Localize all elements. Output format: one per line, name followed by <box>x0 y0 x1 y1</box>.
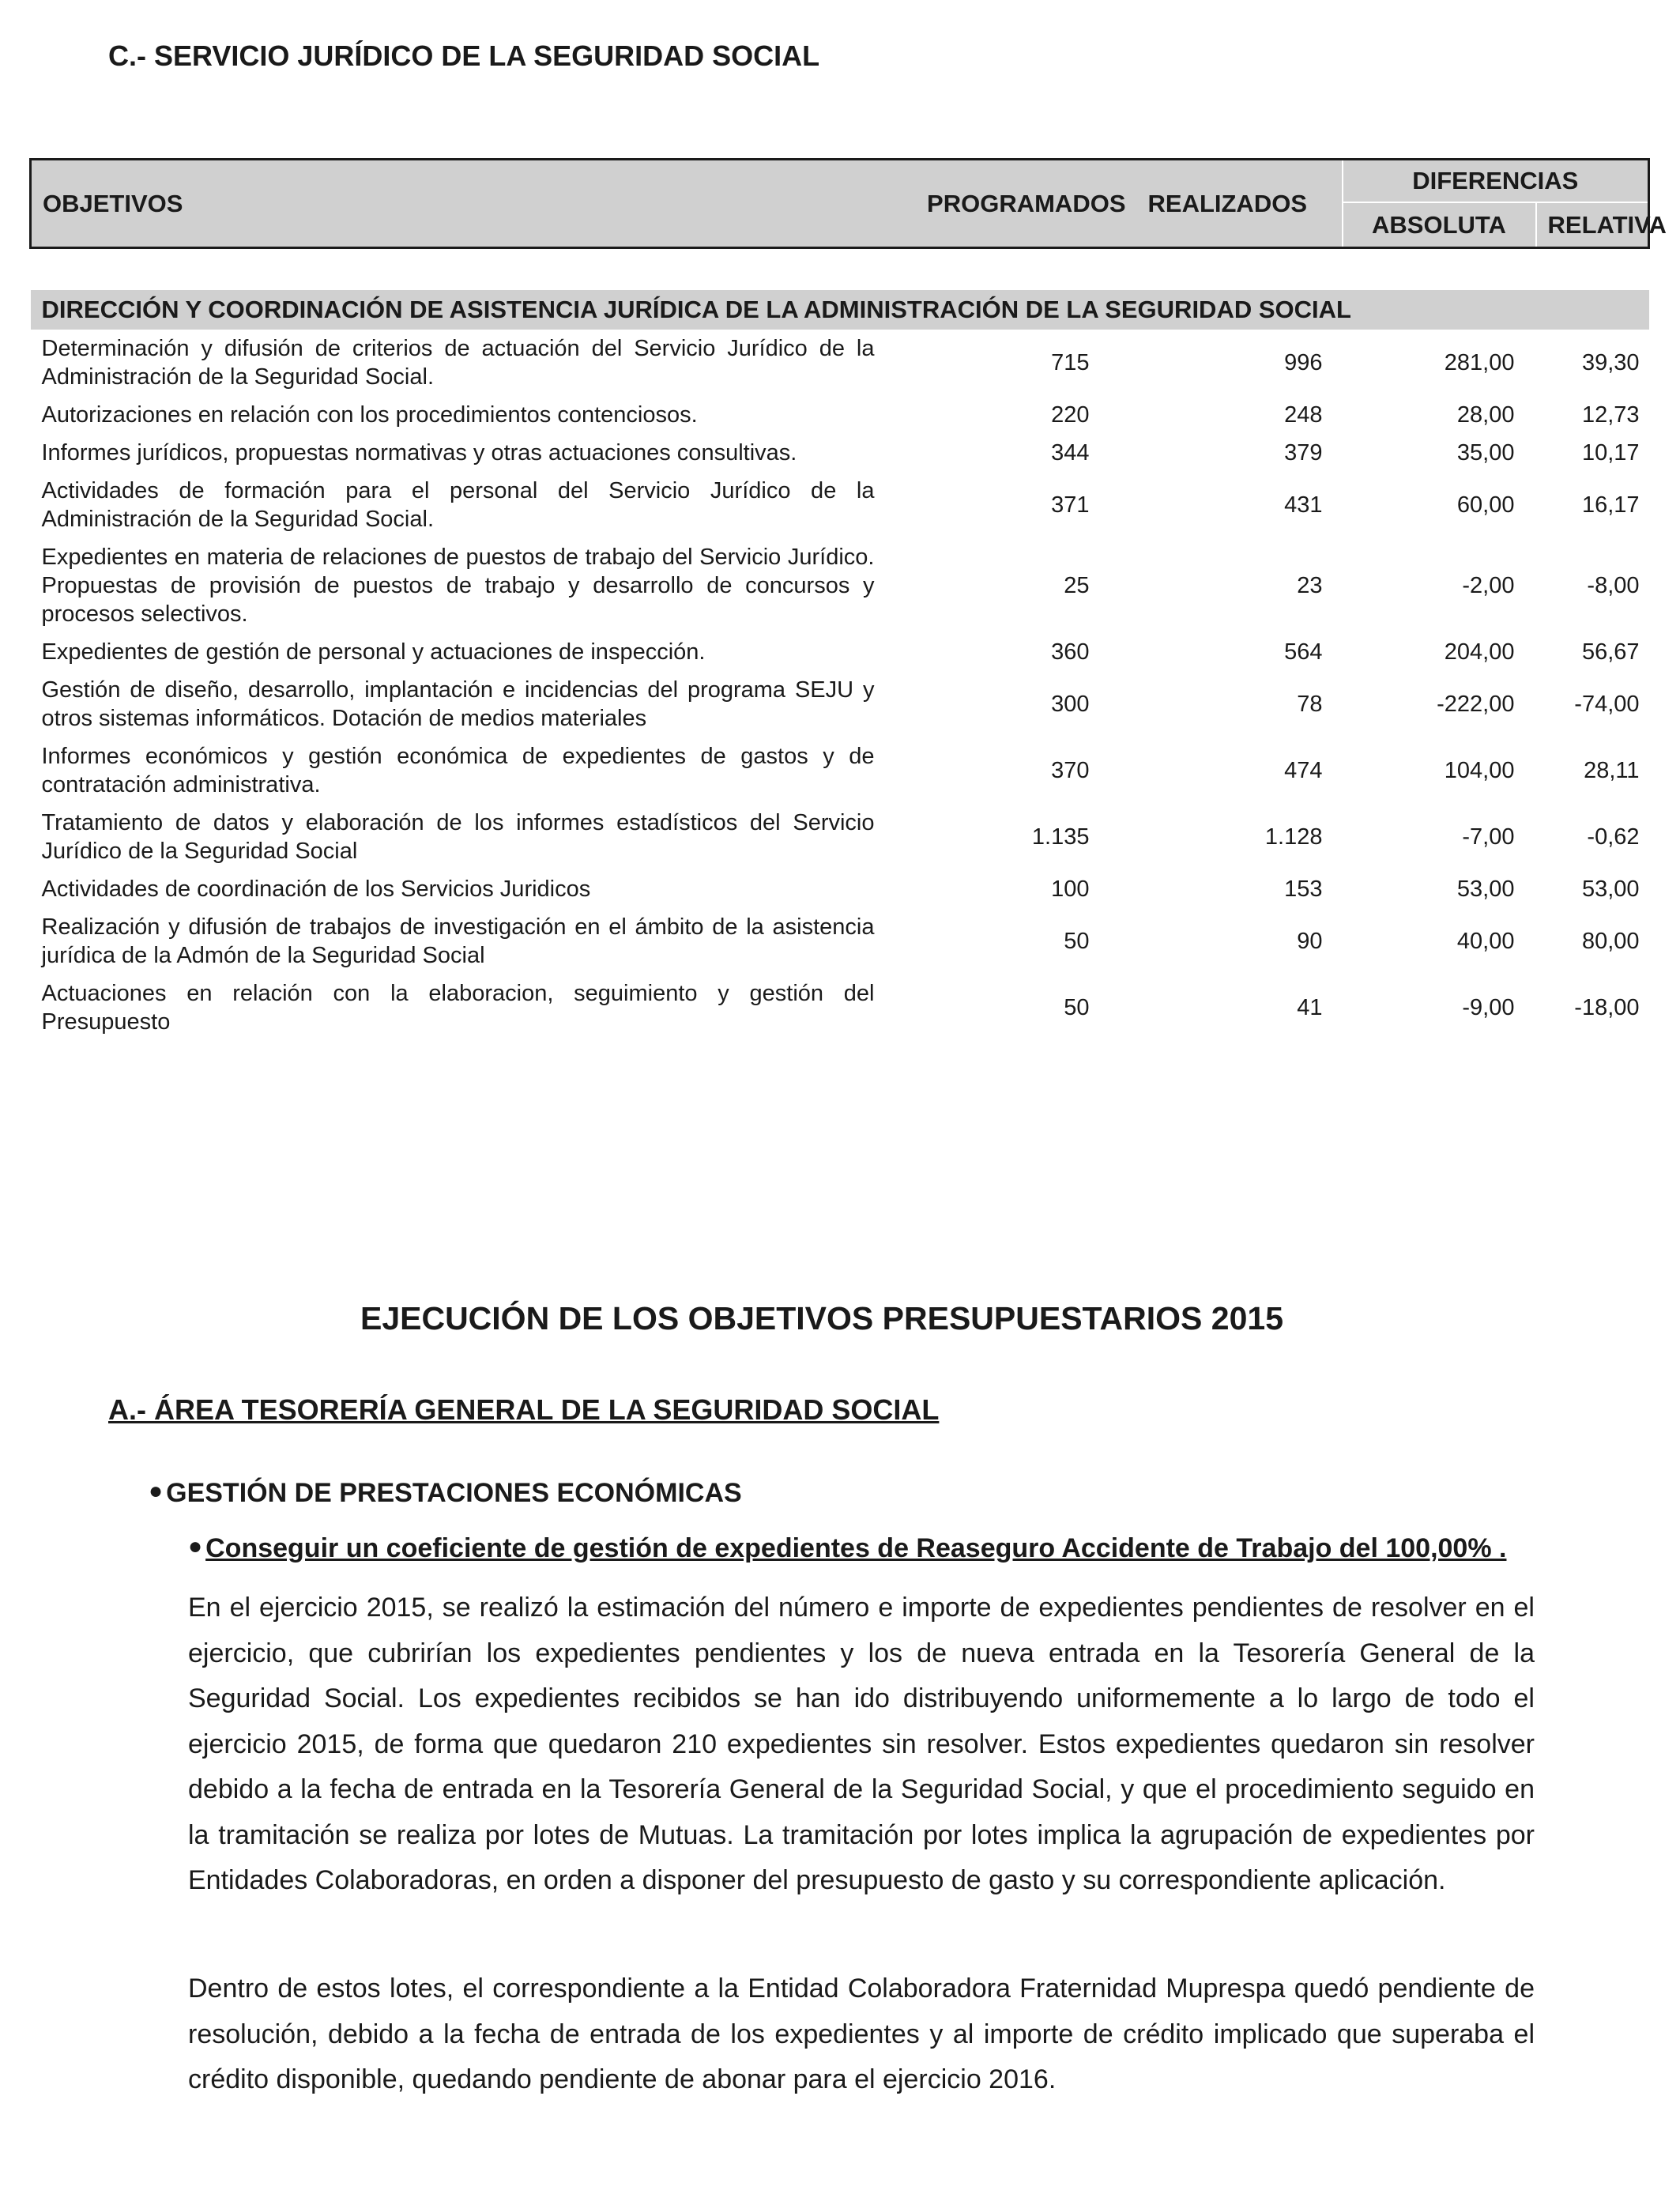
relativa-cell: 56,67 <box>1581 639 1640 665</box>
realizados-cell: 23 <box>1297 573 1323 598</box>
realizados-cell: 431 <box>1284 492 1323 518</box>
table-row <box>31 737 1649 804</box>
realizados-cell: 1.128 <box>1264 824 1323 850</box>
realizados-cell: 564 <box>1284 639 1323 665</box>
objetivo-cell: Informes jurídicos, propuestas normativas y otras actuaciones consultivas. <box>41 440 797 466</box>
table-row <box>31 330 1649 396</box>
realizados-cell: 474 <box>1284 758 1323 783</box>
header-relativa: RELATIVA <box>1536 202 1649 248</box>
objetivo-cell: Actuaciones en relación con la elaboracion, seguimiento y gestión del Presupuesto <box>41 981 875 1035</box>
programados-cell: 370 <box>1051 758 1090 783</box>
relativa-cell: 16,17 <box>1581 492 1640 518</box>
programados-cell: 371 <box>1051 492 1090 518</box>
group-section <box>31 248 1649 330</box>
absoluta-cell: -2,00 <box>1462 573 1515 598</box>
paragraph: En el ejercicio 2015, se realizó la estimación del número e importe de expedientes pendientes de resolver en el ejercicio, que cubrirían los expedientes pendientes y los de nueva entrada en la Tesorería General de la Seguridad Social. Los expedientes recibidos se han ido distribuyendo uniformemente a lo largo de todo el ejercicio 2015, de forma que quedaron 210 expedientes sin resolver. Estos expedientes quedaron sin resolver debido a la fecha de entrada en la Tesorería General de la Seguridad Social, y que el procedimiento seguido en la tramitación se realiza por lotes de Mutuas. La tramitación por lotes implica la agrupación de expedientes por Entidades Colaboradoras, en orden a disponer del presupuesto de gasto y su correspondiente aplicación. <box>188 1593 1535 1895</box>
relativa-cell: -74,00 <box>1574 692 1640 717</box>
realizados-cell: 78 <box>1297 692 1323 717</box>
objetivo-cell: Expedientes en materia de relaciones de puestos de trabajo del Servicio Jurídico. Propuestas de provisión de puestos de trabajo y desarrollo de concursos y procesos selectivos. <box>41 545 875 627</box>
relativa-cell: -0,62 <box>1587 824 1640 850</box>
table-header <box>31 160 1667 248</box>
programados-cell: 220 <box>1051 402 1090 428</box>
objetivo-cell: Autorizaciones en relación con los procedimientos contenciosos. <box>41 402 698 428</box>
absoluta-cell: 53,00 <box>1456 876 1515 902</box>
objetivo-cell: Actividades de formación para el personal del Servicio Jurídico de la Administración de la Seguridad Social. <box>41 478 875 532</box>
table-row <box>31 671 1649 737</box>
realizados-cell: 248 <box>1284 402 1323 428</box>
absoluta-cell: 104,00 <box>1444 758 1515 783</box>
realizados-cell: 41 <box>1297 995 1323 1020</box>
relativa-cell: 12,73 <box>1581 402 1640 428</box>
absoluta-cell: -7,00 <box>1462 824 1515 850</box>
absoluta-cell: 40,00 <box>1456 929 1515 954</box>
table-body <box>31 330 1649 1041</box>
relativa-cell: 53,00 <box>1581 876 1640 902</box>
bullet-heading <box>149 1478 742 1509</box>
relativa-cell: 39,30 <box>1581 350 1640 375</box>
objetivo-cell: Informes económicos y gestión económica de expedientes de gastos y de contratación administrativa. <box>41 744 875 797</box>
main-heading: EJECUCIÓN DE LOS OBJETIVOS PRESUPUESTARIOS 2015 <box>360 1300 1284 1336</box>
table-row <box>31 870 1649 908</box>
paragraph: Dentro de estos lotes, el correspondiente a la Entidad Colaboradora Fraternidad Muprespa quedó pendiente de resolución, debido a la fecha de entrada de los expedientes y al importe de crédito implicado que superaba el crédito disponible, quedando pendiente de abonar para el ejercicio 2016. <box>188 1973 1535 2094</box>
programados-cell: 360 <box>1051 639 1090 665</box>
absoluta-cell: 281,00 <box>1444 350 1515 375</box>
absoluta-cell: 28,00 <box>1456 402 1515 428</box>
table-row <box>31 633 1649 671</box>
objectives-table <box>29 158 1667 1041</box>
bullet-icon: ● <box>149 1478 164 1504</box>
header-programados: PROGRAMADOS <box>906 160 1137 248</box>
bullet-icon: ● <box>188 1533 203 1559</box>
objetivo-cell: Realización y difusión de trabajos de investigación en el ámbito de la asistencia jurídica de la Admón de la Seguridad Social <box>41 914 875 968</box>
table-row <box>31 434 1649 472</box>
sub-heading-text: Conseguir un coeficiente de gestión de expedientes de Reaseguro Accidente de Trabajo del 100,00% . <box>205 1533 1507 1563</box>
sub-heading <box>188 1533 1506 1564</box>
table-row <box>31 472 1649 538</box>
table-row <box>31 804 1649 870</box>
bullet-heading-text: GESTIÓN DE PRESTACIONES ECONÓMICAS <box>166 1478 742 1508</box>
relativa-cell: -8,00 <box>1587 573 1640 598</box>
programados-cell: 1.135 <box>1031 824 1090 850</box>
programados-cell: 50 <box>1064 995 1090 1020</box>
relativa-cell: 10,17 <box>1581 440 1640 466</box>
objetivo-cell: Actividades de coordinación de los Servicios Juridicos <box>41 876 591 902</box>
absoluta-cell: -222,00 <box>1437 692 1515 717</box>
table-row <box>31 974 1649 1041</box>
section-title: C.- SERVICIO JURÍDICO DE LA SEGURIDAD SOCIAL <box>108 40 820 72</box>
group-title: DIRECCIÓN Y COORDINACIÓN DE ASISTENCIA JURÍDICA DE LA ADMINISTRACIÓN DE LA SEGURIDAD SOCIAL <box>31 290 1649 330</box>
programados-cell: 300 <box>1051 692 1090 717</box>
realizados-cell: 153 <box>1284 876 1323 902</box>
table-row <box>31 396 1649 434</box>
relativa-cell: 80,00 <box>1581 929 1640 954</box>
programados-cell: 50 <box>1064 929 1090 954</box>
realizados-cell: 90 <box>1297 929 1323 954</box>
programados-cell: 715 <box>1051 350 1090 375</box>
realizados-cell: 379 <box>1284 440 1323 466</box>
absoluta-cell: 60,00 <box>1456 492 1515 518</box>
relativa-cell: -18,00 <box>1574 995 1640 1020</box>
absoluta-cell: 204,00 <box>1444 639 1515 665</box>
header-diferencias: DIFERENCIAS <box>1343 160 1649 203</box>
objetivo-cell: Expedientes de gestión de personal y actuaciones de inspección. <box>41 639 706 665</box>
header-objetivos: OBJETIVOS <box>31 160 906 248</box>
area-heading: A.- ÁREA TESORERÍA GENERAL DE LA SEGURIDAD SOCIAL <box>108 1393 940 1426</box>
programados-cell: 100 <box>1051 876 1090 902</box>
programados-cell: 25 <box>1064 573 1090 598</box>
absoluta-cell: -9,00 <box>1462 995 1515 1020</box>
programados-cell: 344 <box>1051 440 1090 466</box>
table-row <box>31 908 1649 974</box>
objetivo-cell: Tratamiento de datos y elaboración de los informes estadísticos del Servicio Jurídico de la Seguridad Social <box>41 810 875 864</box>
relativa-cell: 28,11 <box>1584 758 1640 783</box>
header-absoluta: ABSOLUTA <box>1343 202 1536 248</box>
objetivo-cell: Gestión de diseño, desarrollo, implantación e incidencias del programa SEJU y otros sistemas informáticos. Dotación de medios materiales <box>41 677 875 731</box>
header-realizados: REALIZADOS <box>1137 160 1343 248</box>
table-row <box>31 538 1649 633</box>
absoluta-cell: 35,00 <box>1456 440 1515 466</box>
realizados-cell: 996 <box>1284 350 1323 375</box>
objetivo-cell: Determinación y difusión de criterios de actuación del Servicio Jurídico de la Administración de la Seguridad Social. <box>41 336 875 390</box>
